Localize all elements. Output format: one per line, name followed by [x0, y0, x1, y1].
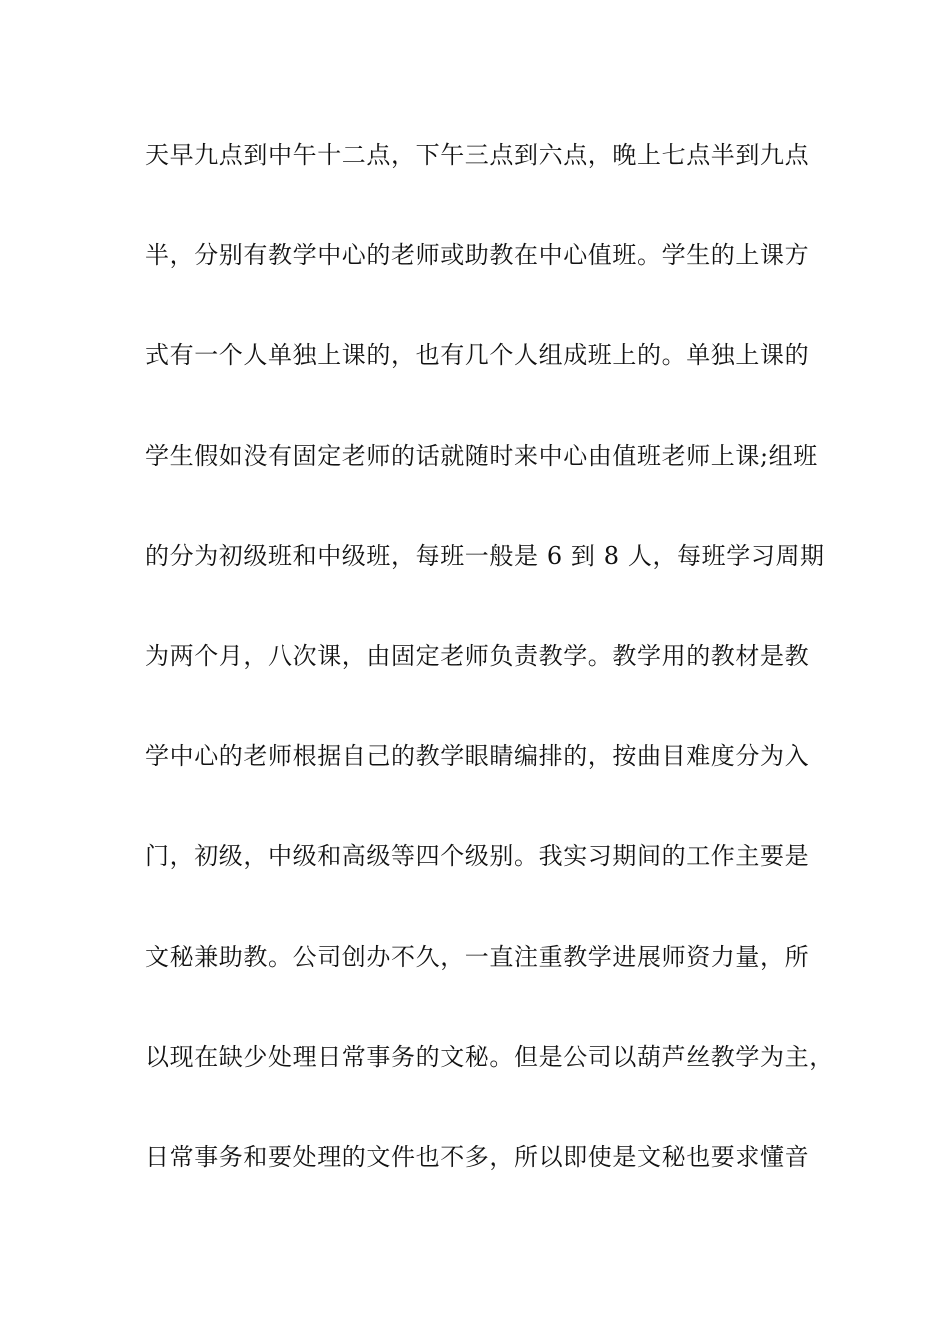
- text-line: 门，初级，中级和高级等四个级别。我实习期间的工作主要是: [145, 842, 810, 871]
- body-text: [145, 128, 835, 1230]
- text-line: 半，分别有教学中心的老师或助教在中心值班。学生的上课方: [145, 241, 810, 270]
- text-line: 天早九点到中午十二点，下午三点到六点，晚上七点半到九点: [145, 141, 810, 169]
- text-line: 学中心的老师根据自己的教学眼睛编排的，按曲目难度分为入: [145, 742, 810, 771]
- text-line: 式有一个人单独上课的，也有几个人组成班上的。单独上课的: [145, 341, 810, 370]
- text-line: 文秘兼助教。公司创办不久，一直注重教学进展师资力量，所: [145, 942, 810, 971]
- text-line: 学生假如没有固定老师的话就随时来中心由值班老师上课;组班: [145, 441, 818, 470]
- text-line: 以现在缺少处理日常事务的文秘。但是公司以葫芦丝教学为主，: [145, 1042, 834, 1071]
- text-line: 为两个月，八次课，由固定老师负责教学。教学用的教材是教: [145, 641, 810, 670]
- text-line: 的分为初级班和中级班，每班一般是 6 到 8 人，每班学习周期: [145, 541, 825, 570]
- text-line: 日常事务和要处理的文件也不多，所以即使是文秘也要求懂音: [145, 1142, 810, 1171]
